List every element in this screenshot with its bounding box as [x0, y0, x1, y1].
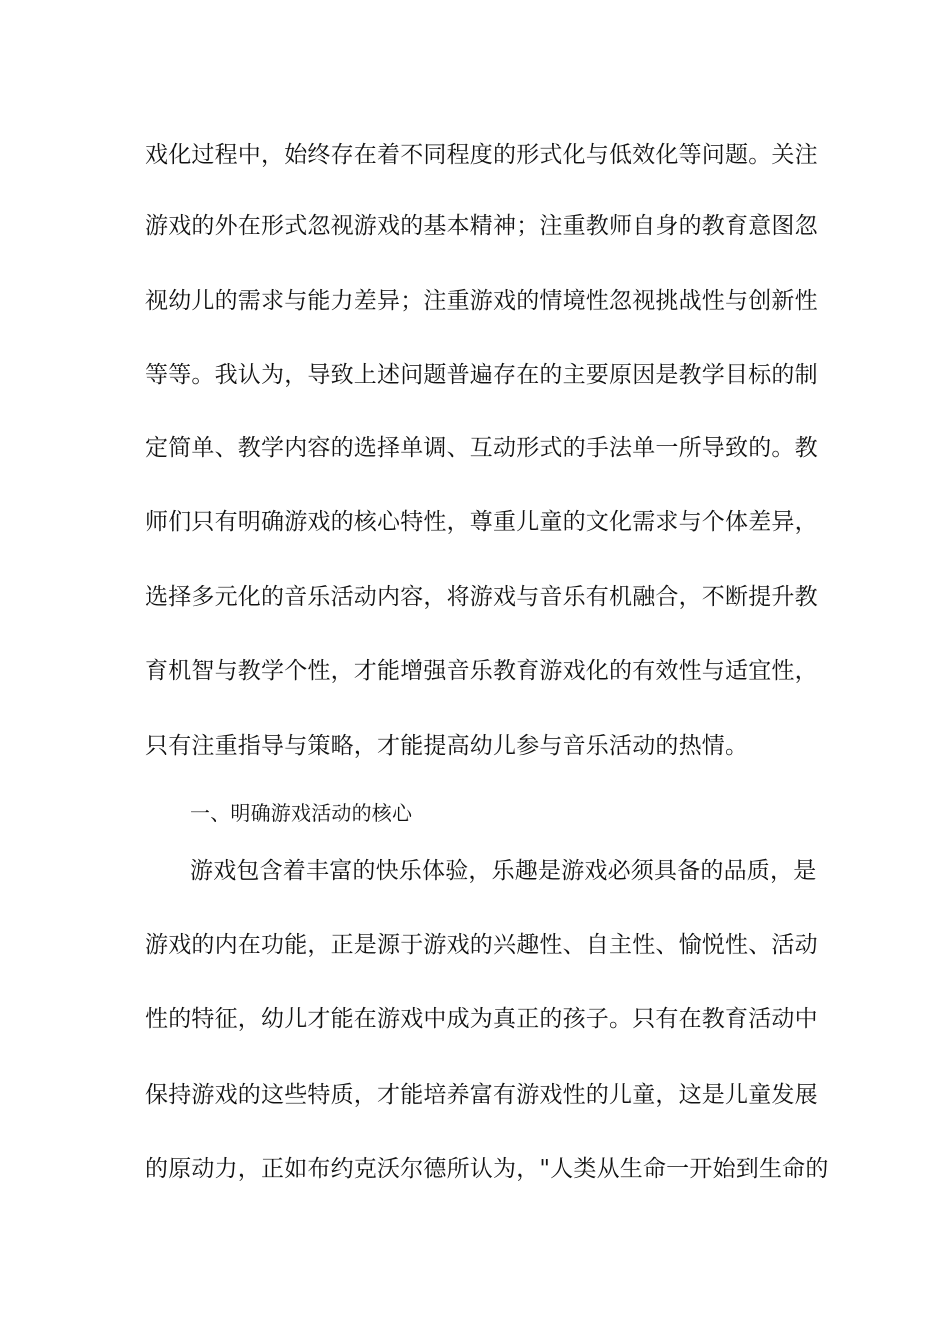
- paragraph-line: 师们只有明确游戏的核心特性，尊重儿童的文化需求与个体差异，: [145, 509, 818, 535]
- paragraph-line: 保持游戏的这些特质，才能培养富有游戏性的儿童，这是儿童发展: [145, 1082, 818, 1108]
- paragraph-line: 戏化过程中，始终存在着不同程度的形式化与低效化等问题。关注: [145, 142, 818, 168]
- paragraph-line: 游戏的内在功能，正是源于游戏的兴趣性、自主性、愉悦性、活动: [145, 932, 818, 958]
- paragraph-line: 游戏的外在形式忽视游戏的基本精神；注重教师自身的教育意图忽: [145, 213, 818, 239]
- paragraph-line: 定简单、教学内容的选择单调、互动形式的手法单一所导致的。教: [145, 435, 818, 461]
- paragraph-line: 选择多元化的音乐活动内容，将游戏与音乐有机融合，不断提升教: [145, 584, 818, 610]
- paragraph-line: 的原动力，正如布约克沃尔德所认为，"人类从生命一开始到生命的: [145, 1156, 829, 1182]
- paragraph-line: 性的特征，幼儿才能在游戏中成为真正的孩子。只有在教育活动中: [145, 1006, 818, 1032]
- paragraph-line: 等等。我认为，导致上述问题普遍存在的主要原因是教学目标的制: [145, 362, 818, 388]
- paragraph-line: 只有注重指导与策略，才能提高幼儿参与音乐活动的热情。: [145, 733, 749, 759]
- paragraph-line: 育机智与教学个性，才能增强音乐教育游戏化的有效性与适宜性，: [145, 658, 818, 684]
- section-heading: 一、明确游戏活动的核心: [190, 801, 413, 825]
- paragraph-line: 游戏包含着丰富的快乐体验，乐趣是游戏必须具备的品质，是: [190, 858, 817, 884]
- paragraph-line: 视幼儿的需求与能力差异；注重游戏的情境性忽视挑战性与创新性: [145, 288, 818, 314]
